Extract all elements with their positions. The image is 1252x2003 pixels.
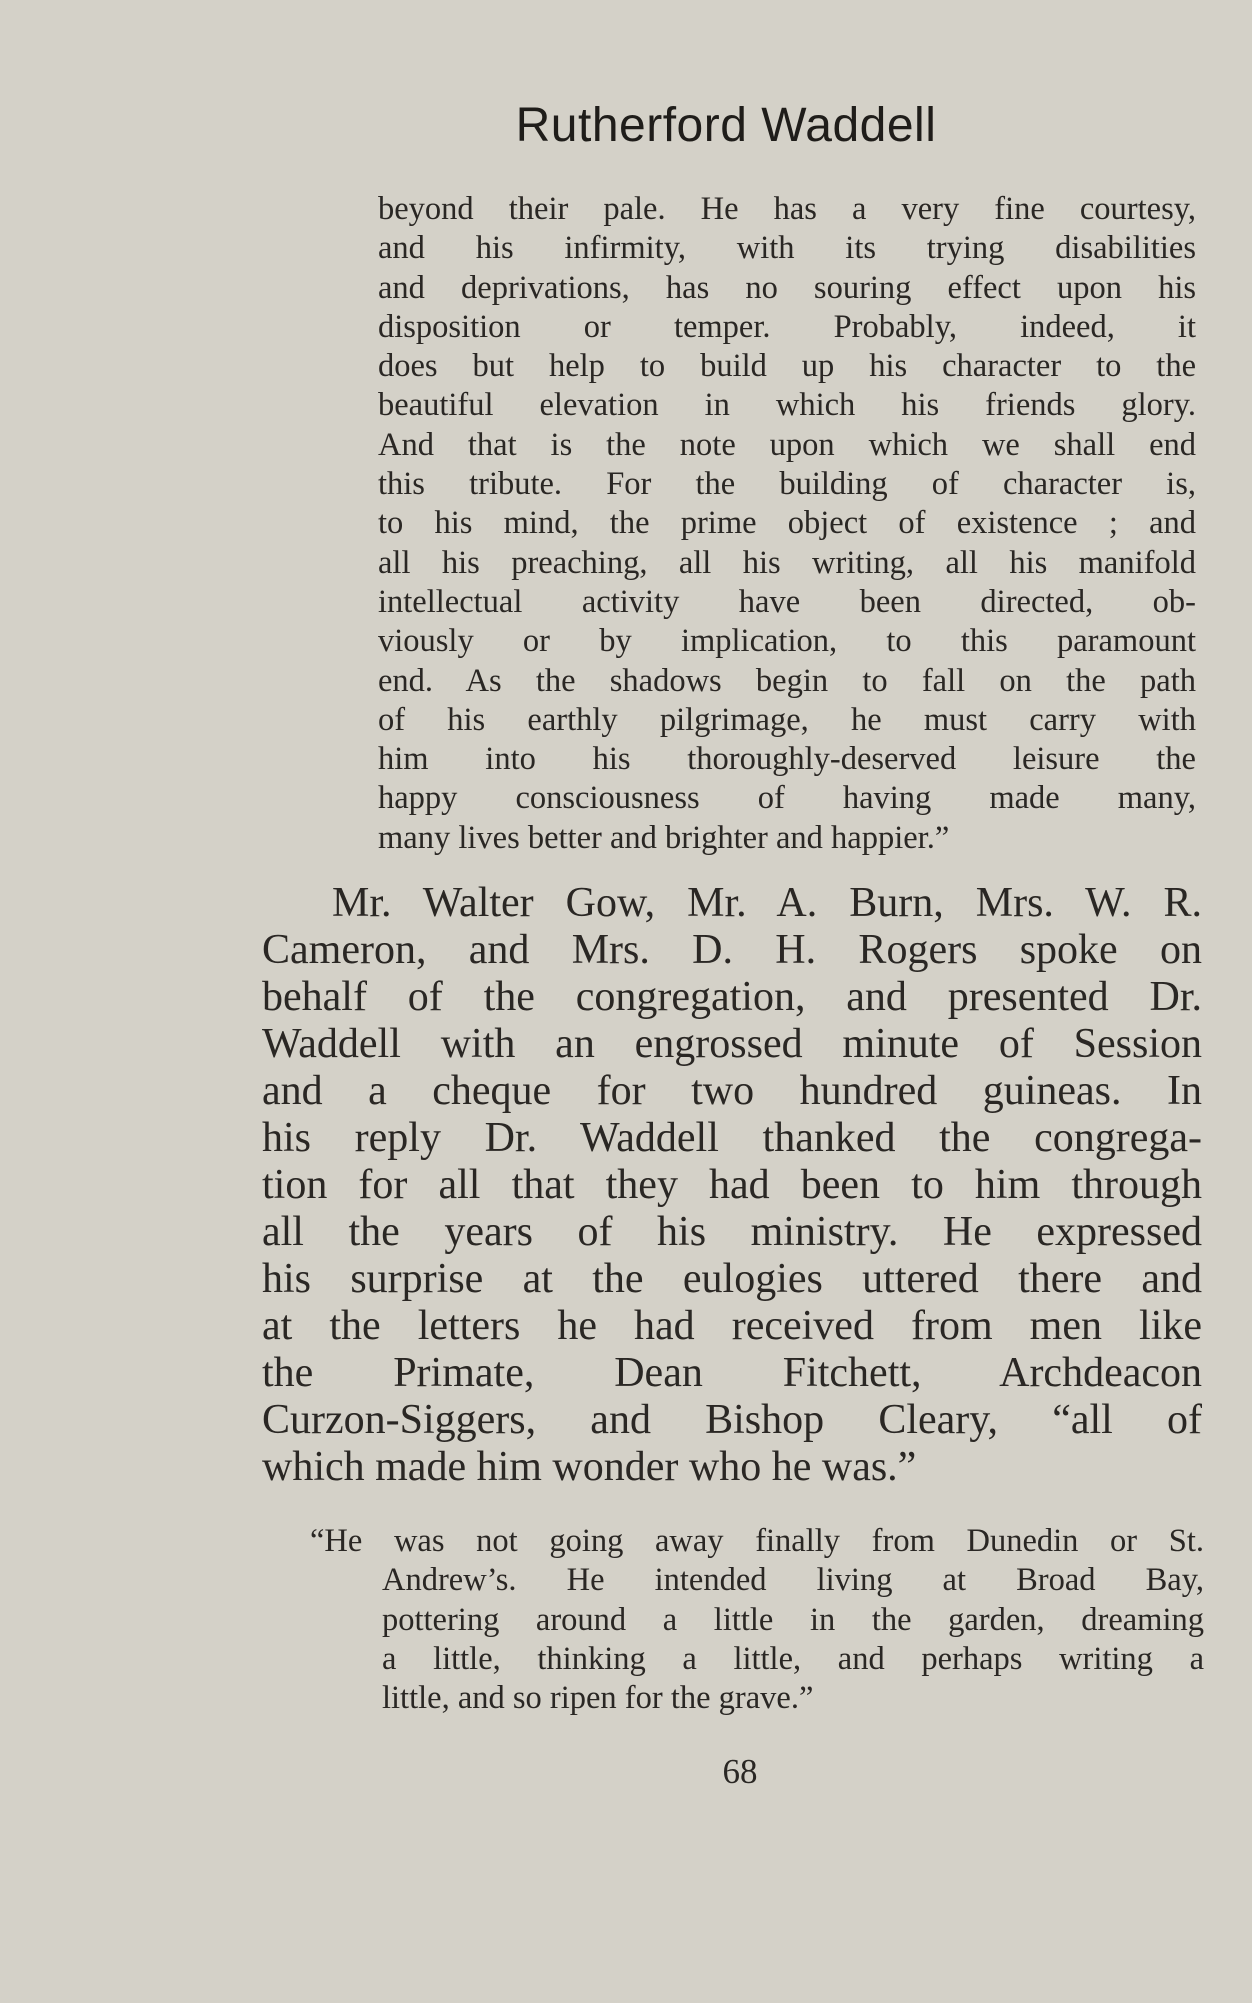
quote-line: him into his thoroughly-deserved leisure the [378,741,1196,778]
quote-line: beautiful elevation in which his friends glory. [378,387,1196,424]
quote-line: and his infirmity, with its trying disabilities [378,230,1196,267]
quote-line: intellectual activity have been directed, ob- [378,583,1196,620]
closing-quote-line: “He was not going away finally from Dunedin or St. [310,1523,1204,1559]
quote-line: does but help to build up his character to the [378,348,1196,385]
quote-line: of his earthly pilgrimage, he must carry with [378,701,1196,738]
closing-quote-line: a little, thinking a little, and perhaps writing a [382,1640,1204,1677]
paragraph-line: and a cheque for two hundred guineas. In [262,1068,1202,1114]
quote-line: viously or by implication, to this paramount [378,623,1196,660]
quote-line: And that is the note upon which we shall end [378,426,1196,463]
closing-quote-line: little, and so ripen for the grave.” [382,1680,814,1717]
paragraph-line: Mr. Walter Gow, Mr. A. Burn, Mrs. W. R. [332,880,1202,926]
paragraph-line: his surprise at the eulogies uttered there and [262,1256,1202,1302]
quote-line: happy consciousness of having made many, [378,780,1196,817]
paragraph-line: tion for all that they had been to him through [262,1162,1202,1208]
paragraph-line: Waddell with an engrossed minute of Session [262,1021,1202,1067]
paragraph-line: all the years of his ministry. He expressed [262,1209,1202,1255]
paragraph-line: at the letters he had received from men like [262,1303,1202,1349]
paragraph-line: Curzon-Siggers, and Bishop Cleary, “all of [262,1397,1202,1443]
main-paragraph [262,880,1202,1491]
running-head: Rutherford Waddell [515,99,937,152]
paragraph-line: his reply Dr. Waddell thanked the congrega- [262,1115,1202,1161]
paragraph-line: the Primate, Dean Fitchett, Archdeacon [262,1350,1202,1396]
quote-line: many lives better and brighter and happier.” [378,819,950,856]
paragraph-line: Cameron, and Mrs. D. H. Rogers spoke on [262,927,1202,973]
page-number: 68 [722,1752,758,1791]
closing-quote-line: Andrew’s. He intended living at Broad Bay, [382,1562,1204,1599]
quote-line: disposition or temper. Probably, indeed, it [378,308,1196,345]
quote-line: and deprivations, has no souring effect upon his [378,269,1196,306]
paragraph-line: behalf of the congregation, and presented Dr. [262,974,1202,1020]
quote-line: all his preaching, all his writing, all his manifold [378,544,1196,581]
quote-line: end. As the shadows begin to fall on the path [378,662,1196,699]
paragraph-line: which made him wonder who he was.” [262,1444,917,1490]
quote-line: beyond their pale. He has a very fine courtesy, [378,191,1196,227]
quote-line: this tribute. For the building of character is, [378,466,1196,503]
quoted-tribute-block [378,190,1196,858]
closing-quote-line: pottering around a little in the garden, dreaming [382,1601,1204,1638]
quote-line: to his mind, the prime object of existence ; and [378,505,1196,542]
closing-quote-block [310,1522,1204,1718]
